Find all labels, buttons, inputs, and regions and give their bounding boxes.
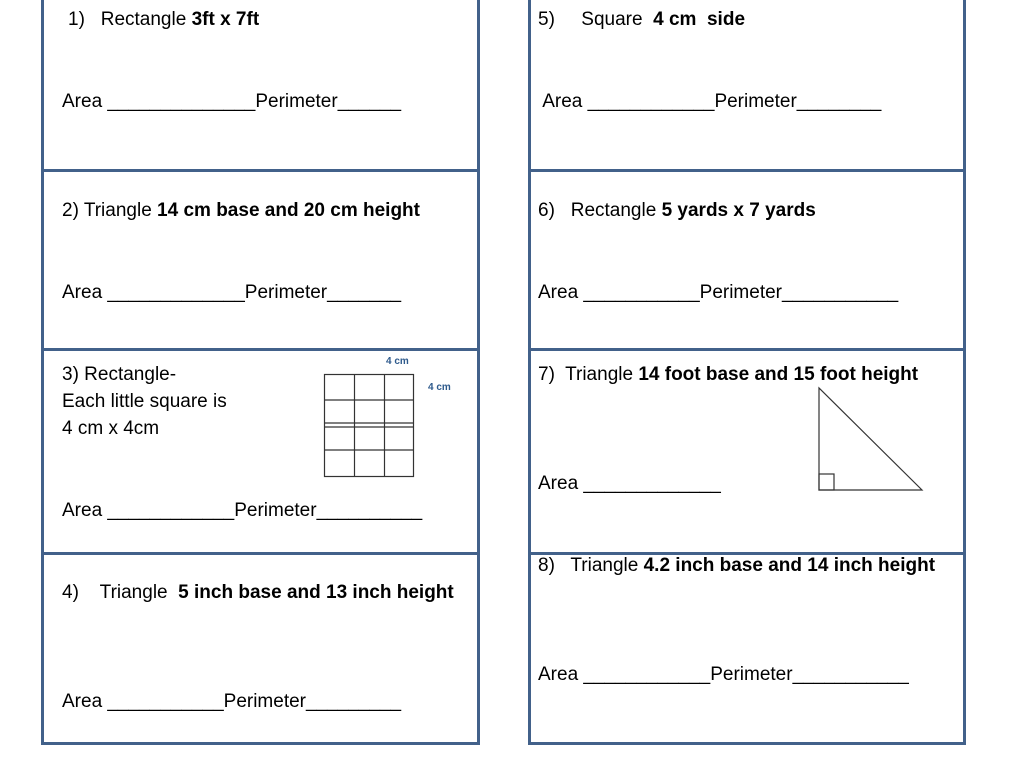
problem-7-answer: Area _____________ xyxy=(538,473,721,494)
left-divider-2 xyxy=(41,348,480,351)
rectangle-grid-figure xyxy=(322,372,417,480)
problem-1-answer: Area ______________Perimeter______ xyxy=(62,91,402,112)
problem-7-dimensions: 14 foot base and 15 foot height xyxy=(638,364,919,385)
grid-top-label: 4 cm xyxy=(386,356,409,367)
problem-2-answer: Area _____________Perimeter_______ xyxy=(62,282,402,303)
problem-5-dimensions: 4 cm side xyxy=(653,9,746,30)
problem-6-dimensions: 5 yards x 7 yards xyxy=(661,200,816,221)
problem-4-title xyxy=(62,582,454,604)
problem-7-title xyxy=(538,364,918,386)
right-triangle-figure xyxy=(815,384,925,492)
problem-3-line2: Each little square is xyxy=(62,391,227,412)
right-divider-2 xyxy=(528,348,966,351)
problem-4-answer: Area ___________Perimeter_________ xyxy=(62,691,402,712)
problem-3-answer: Area ____________Perimeter__________ xyxy=(62,500,423,521)
problem-4-prefix: 4) Triangle xyxy=(62,582,179,603)
problem-5-answer: Area ____________Perimeter________ xyxy=(538,91,882,112)
left-divider-3 xyxy=(41,552,480,555)
problem-5-title xyxy=(538,9,745,31)
problem-1-dimensions: 3ft x 7ft xyxy=(191,9,260,30)
problem-6-answer: Area ___________Perimeter___________ xyxy=(538,282,899,303)
problem-5-prefix: 5) Square xyxy=(538,9,654,30)
problem-4-dimensions: 5 inch base and 13 inch height xyxy=(178,582,454,603)
right-divider-1 xyxy=(528,169,966,172)
problem-3-line1: 3) Rectangle- xyxy=(62,364,177,385)
problem-1-title xyxy=(68,9,259,31)
problem-6-prefix: 6) Rectangle xyxy=(538,200,662,221)
problem-2-prefix: 2) Triangle xyxy=(62,200,158,221)
problem-2-title xyxy=(62,200,420,222)
problem-8-answer: Area ____________Perimeter___________ xyxy=(538,664,909,685)
left-divider-1 xyxy=(41,169,480,172)
problem-1-prefix: 1) Rectangle xyxy=(68,9,192,30)
problem-8-title xyxy=(538,555,935,577)
problem-3-line3: 4 cm x 4cm xyxy=(62,418,160,439)
grid-side-label: 4 cm xyxy=(428,382,451,393)
problem-2-dimensions: 14 cm base and 20 cm height xyxy=(157,200,420,221)
problem-8-dimensions: 4.2 inch base and 14 inch height xyxy=(643,555,936,576)
problem-7-prefix: 7) Triangle xyxy=(538,364,639,385)
problem-6-title xyxy=(538,200,816,222)
problem-8-prefix: 8) Triangle xyxy=(538,555,644,576)
